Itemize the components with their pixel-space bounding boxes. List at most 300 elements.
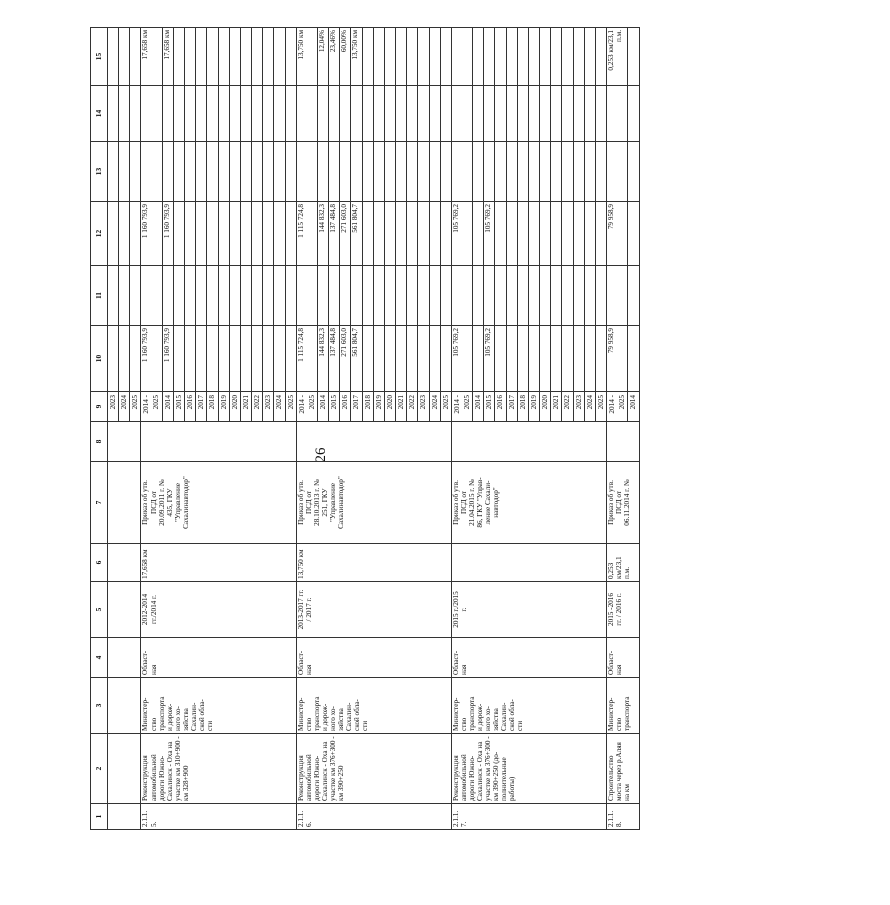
value-cell: [252, 266, 263, 326]
value-cell: [473, 202, 484, 266]
value-cell: [595, 28, 606, 86]
value-cell: [584, 28, 595, 86]
value-cell: [429, 202, 440, 266]
value-cell: [240, 266, 251, 326]
year-cell: 2023: [108, 392, 119, 422]
record-number: 2.1.1. 8.: [607, 804, 640, 830]
year-cell: 2017: [351, 392, 362, 422]
year-cell: 2023: [263, 392, 274, 422]
record-psd: Приказ об утв. ПСД от 28.10.2013 г. № 251, ГКУ "Управление Сахалинавтодор": [296, 462, 451, 544]
record-executor: Министер- ство транспорта и дорож- ного хо- зяйства Сахалин- ской обла- сти: [296, 678, 451, 734]
value-cell: [373, 326, 384, 392]
rotated-table-stage: [90, 30, 890, 827]
year-cell: 2022: [252, 392, 263, 422]
value-cell: [418, 142, 429, 202]
value-cell: [607, 86, 628, 142]
value-cell: [407, 142, 418, 202]
header-cell: 6: [91, 544, 108, 582]
value-cell: [396, 142, 407, 202]
value-cell: [495, 28, 506, 86]
value-cell: [528, 28, 539, 86]
value-cell: [517, 326, 528, 392]
value-cell: [407, 326, 418, 392]
value-cell: 1 160 793,9: [141, 202, 162, 266]
value-cell: [207, 28, 218, 86]
record-period: 2015 -2016 гг. / 2016 г.: [607, 582, 640, 638]
value-cell: [340, 266, 351, 326]
value-cell: [506, 266, 517, 326]
value-cell: [130, 86, 141, 142]
value-cell: [584, 202, 595, 266]
carry-cell: [108, 678, 141, 734]
value-cell: [196, 266, 207, 326]
year-cell: 2016: [340, 392, 351, 422]
value-cell: [162, 266, 173, 326]
value-cell: [240, 28, 251, 86]
value-cell: [573, 142, 584, 202]
value-cell: [551, 202, 562, 266]
value-cell: [108, 142, 119, 202]
value-cell: [584, 142, 595, 202]
value-cell: [584, 326, 595, 392]
value-cell: [317, 266, 328, 326]
value-cell: [551, 326, 562, 392]
header-cell: 8: [91, 422, 108, 462]
value-cell: 60,00%: [340, 28, 351, 86]
header-cell: 7: [91, 462, 108, 544]
value-cell: [196, 142, 207, 202]
value-cell: [274, 266, 285, 326]
record-number: 2.1.1. 6.: [296, 804, 451, 830]
value-cell: [495, 142, 506, 202]
value-cell: [484, 28, 495, 86]
year-cell: 2023: [573, 392, 584, 422]
value-cell: [562, 326, 573, 392]
value-cell: [517, 266, 528, 326]
value-cell: [108, 86, 119, 142]
value-cell: [340, 142, 351, 202]
record-executor: Министер- ство транспорта и дорож- ного хо- зяйства Сахалин- ской обла- сти: [141, 678, 296, 734]
year-cell: 2018: [517, 392, 528, 422]
year-cell: 2014 - 2025: [296, 392, 317, 422]
value-cell: [317, 142, 328, 202]
value-cell: 12,04%: [317, 28, 328, 86]
year-cell: 2017: [196, 392, 207, 422]
value-cell: [173, 326, 184, 392]
value-cell: [451, 266, 472, 326]
value-cell: [119, 326, 130, 392]
value-cell: [440, 326, 451, 392]
value-cell: [196, 326, 207, 392]
value-cell: [362, 86, 373, 142]
value-cell: [551, 142, 562, 202]
value-cell: [185, 202, 196, 266]
record-name: Реконструкция автомобильной дороги Южно-Сахалинск - Оха на участке км 310+900 - км 328+900: [141, 734, 296, 804]
value-cell: [595, 202, 606, 266]
year-cell: 2021: [551, 392, 562, 422]
value-cell: [185, 142, 196, 202]
value-cell: [108, 266, 119, 326]
value-cell: [373, 28, 384, 86]
value-cell: [573, 28, 584, 86]
value-cell: [207, 142, 218, 202]
value-cell: [595, 266, 606, 326]
value-cell: 144 832,3: [317, 202, 328, 266]
value-cell: [418, 202, 429, 266]
year-cell: 2020: [384, 392, 395, 422]
value-cell: [240, 326, 251, 392]
value-cell: [495, 266, 506, 326]
year-cell: 2014: [162, 392, 173, 422]
value-cell: [252, 142, 263, 202]
value-cell: [407, 86, 418, 142]
value-cell: 105 769,2: [451, 326, 472, 392]
year-cell: 2015: [173, 392, 184, 422]
year-cell: 2020: [540, 392, 551, 422]
year-cell: 2024: [119, 392, 130, 422]
value-cell: [362, 326, 373, 392]
table-body: [108, 28, 640, 830]
value-cell: [207, 266, 218, 326]
value-cell: [440, 202, 451, 266]
value-cell: [229, 326, 240, 392]
year-cell: 2021: [396, 392, 407, 422]
value-cell: [218, 86, 229, 142]
value-cell: [229, 266, 240, 326]
value-cell: [562, 28, 573, 86]
value-cell: [162, 142, 173, 202]
header-row: [91, 28, 108, 830]
value-cell: [185, 86, 196, 142]
value-cell: [407, 266, 418, 326]
value-cell: [362, 266, 373, 326]
value-cell: [407, 28, 418, 86]
header-cell: 14: [91, 86, 108, 142]
year-cell: 2022: [562, 392, 573, 422]
value-cell: [384, 266, 395, 326]
value-cell: [285, 86, 296, 142]
header-cell: 4: [91, 638, 108, 678]
record-capacity: 0,253 км/23,1 п.м.: [607, 544, 640, 582]
value-cell: 271 603,0: [340, 202, 351, 266]
value-cell: [296, 142, 317, 202]
year-cell: 2022: [407, 392, 418, 422]
value-cell: [252, 326, 263, 392]
value-cell: [263, 326, 274, 392]
year-cell: 2016: [185, 392, 196, 422]
record-col8: [607, 422, 640, 462]
value-cell: [506, 142, 517, 202]
value-cell: [473, 142, 484, 202]
header-cell: 1: [91, 804, 108, 830]
value-cell: [130, 28, 141, 86]
rotated-table-wrapper: [90, 30, 640, 830]
value-cell: [573, 86, 584, 142]
year-cell: 2014: [473, 392, 484, 422]
record-psd: Приказ об утв. ПСД от 06.11.2014 г. №: [607, 462, 640, 544]
value-cell: [173, 28, 184, 86]
value-cell: [263, 142, 274, 202]
value-cell: [429, 266, 440, 326]
header-cell: 12: [91, 202, 108, 266]
year-cell: 2019: [218, 392, 229, 422]
value-cell: [473, 266, 484, 326]
value-cell: [473, 326, 484, 392]
value-cell: [240, 86, 251, 142]
header-cell: 13: [91, 142, 108, 202]
value-cell: [628, 326, 640, 392]
value-cell: [108, 28, 119, 86]
value-cell: [418, 326, 429, 392]
year-cell: 2014: [317, 392, 328, 422]
record-col8: [141, 422, 296, 462]
value-cell: [484, 86, 495, 142]
value-cell: [351, 86, 362, 142]
year-cell: 2018: [362, 392, 373, 422]
header-cell: 11: [91, 266, 108, 326]
value-cell: 137 484,8: [329, 202, 340, 266]
value-cell: [451, 86, 472, 142]
value-cell: [196, 28, 207, 86]
value-cell: [562, 202, 573, 266]
value-cell: [362, 202, 373, 266]
value-cell: [373, 86, 384, 142]
value-cell: 1 115 724,8: [296, 326, 317, 392]
value-cell: [540, 28, 551, 86]
header-cell: 5: [91, 582, 108, 638]
record-period: 2015 г./2015 г.: [451, 582, 606, 638]
value-cell: [384, 142, 395, 202]
value-cell: [440, 266, 451, 326]
value-cell: [218, 266, 229, 326]
value-cell: [540, 326, 551, 392]
record-name: Строительство моста через р.Аляя на км: [607, 734, 640, 804]
record-capacity: 17,658 км: [141, 544, 296, 582]
value-cell: [218, 326, 229, 392]
header-cell: 10: [91, 326, 108, 392]
value-cell: [329, 86, 340, 142]
year-cell: 2015: [484, 392, 495, 422]
value-cell: [263, 202, 274, 266]
value-cell: [285, 142, 296, 202]
record-col8: [451, 422, 606, 462]
value-cell: 17,658 км: [141, 28, 162, 86]
value-cell: 79 958,9: [607, 202, 628, 266]
value-cell: [418, 86, 429, 142]
value-cell: 561 804,7: [351, 202, 362, 266]
value-cell: [141, 266, 162, 326]
year-cell: 2019: [373, 392, 384, 422]
value-cell: [506, 202, 517, 266]
value-cell: [185, 28, 196, 86]
value-cell: 1 115 724,8: [296, 202, 317, 266]
value-cell: [119, 86, 130, 142]
value-cell: 105 769,2: [484, 202, 495, 266]
year-cell: 2014 - 2025: [451, 392, 472, 422]
value-cell: [528, 202, 539, 266]
value-cell: [440, 142, 451, 202]
value-cell: [119, 266, 130, 326]
value-cell: [384, 28, 395, 86]
value-cell: [252, 86, 263, 142]
table-row: [108, 28, 119, 830]
value-cell: 144 832,3: [317, 326, 328, 392]
value-cell: [218, 142, 229, 202]
year-cell: 2025: [595, 392, 606, 422]
value-cell: [396, 28, 407, 86]
value-cell: [274, 142, 285, 202]
value-cell: [141, 86, 162, 142]
value-cell: [451, 142, 472, 202]
value-cell: [396, 266, 407, 326]
year-cell: 2014 - 2025: [141, 392, 162, 422]
value-cell: [340, 86, 351, 142]
year-cell: 2025: [440, 392, 451, 422]
value-cell: [119, 28, 130, 86]
value-cell: [296, 86, 317, 142]
value-cell: [207, 86, 218, 142]
value-cell: 105 769,2: [451, 202, 472, 266]
value-cell: [396, 326, 407, 392]
value-cell: 1 160 793,9: [162, 326, 173, 392]
value-cell: [528, 266, 539, 326]
value-cell: [573, 326, 584, 392]
value-cell: [173, 202, 184, 266]
record-capacity: [451, 544, 606, 582]
value-cell: [495, 326, 506, 392]
record-executor: Министер- ство транспорта и дорож- ного хо- зяйства Сахалин- ской обла- сти: [451, 678, 606, 734]
value-cell: [506, 326, 517, 392]
value-cell: [628, 28, 640, 86]
value-cell: [396, 202, 407, 266]
value-cell: 23,46%: [329, 28, 340, 86]
record-budget: Област- ная: [607, 638, 640, 678]
value-cell: [384, 202, 395, 266]
record-psd: Приказ об утв. ПСД от 20.09.2011 г. № 435, ГКУ "Управление Сахалинавтодор": [141, 462, 296, 544]
value-cell: [173, 266, 184, 326]
value-cell: [429, 142, 440, 202]
value-cell: [528, 86, 539, 142]
value-cell: [329, 266, 340, 326]
value-cell: [495, 86, 506, 142]
program-table: [90, 27, 640, 830]
table-row: [607, 28, 628, 830]
value-cell: [628, 142, 640, 202]
year-cell: 2018: [207, 392, 218, 422]
value-cell: [351, 266, 362, 326]
value-cell: [528, 142, 539, 202]
value-cell: [628, 202, 640, 266]
value-cell: [540, 266, 551, 326]
value-cell: 17,658 км: [162, 28, 173, 86]
value-cell: [229, 202, 240, 266]
year-cell: 2024: [584, 392, 595, 422]
value-cell: 13,750 км: [296, 28, 317, 86]
year-cell: 2014: [628, 392, 640, 422]
value-cell: [506, 28, 517, 86]
value-cell: [229, 28, 240, 86]
value-cell: [207, 202, 218, 266]
value-cell: [407, 202, 418, 266]
carry-cell: [108, 734, 141, 804]
year-cell: 2016: [495, 392, 506, 422]
value-cell: [274, 28, 285, 86]
carry-cell: [108, 638, 141, 678]
value-cell: [108, 326, 119, 392]
value-cell: [540, 202, 551, 266]
record-budget: Област- ная: [451, 638, 606, 678]
value-cell: [196, 86, 207, 142]
value-cell: [440, 86, 451, 142]
value-cell: [240, 202, 251, 266]
value-cell: [540, 142, 551, 202]
record-name: Реконструкция автомобильной дороги Южно-Сахалинск - Оха на участке км 376+300 - км 390+250: [296, 734, 451, 804]
value-cell: [285, 28, 296, 86]
carry-cell: [108, 582, 141, 638]
value-cell: [429, 326, 440, 392]
value-cell: [495, 202, 506, 266]
record-budget: Област- ная: [296, 638, 451, 678]
value-cell: [185, 266, 196, 326]
year-cell: 2015: [329, 392, 340, 422]
value-cell: [373, 142, 384, 202]
value-cell: [362, 142, 373, 202]
value-cell: [240, 142, 251, 202]
carry-cell: [108, 804, 141, 830]
value-cell: [373, 202, 384, 266]
year-cell: 2017: [506, 392, 517, 422]
value-cell: [551, 28, 562, 86]
value-cell: [229, 142, 240, 202]
record-executor: Министер- ство транспорта: [607, 678, 640, 734]
value-cell: [517, 202, 528, 266]
value-cell: 1 160 793,9: [162, 202, 173, 266]
value-cell: [263, 86, 274, 142]
value-cell: [119, 142, 130, 202]
value-cell: [551, 266, 562, 326]
record-budget: Област- ная: [141, 638, 296, 678]
year-cell: 2024: [274, 392, 285, 422]
value-cell: [317, 86, 328, 142]
year-cell: 2023: [418, 392, 429, 422]
page-number: 26: [313, 447, 329, 463]
value-cell: [296, 266, 317, 326]
value-cell: [130, 266, 141, 326]
value-cell: [440, 28, 451, 86]
value-cell: 137 484,8: [329, 326, 340, 392]
value-cell: [285, 202, 296, 266]
value-cell: [562, 142, 573, 202]
value-cell: [517, 28, 528, 86]
value-cell: [218, 28, 229, 86]
value-cell: [229, 86, 240, 142]
record-number: 2.1.1. 5.: [141, 804, 296, 830]
year-cell: 2025: [285, 392, 296, 422]
value-cell: [285, 266, 296, 326]
value-cell: [584, 266, 595, 326]
value-cell: [484, 142, 495, 202]
value-cell: [595, 326, 606, 392]
value-cell: 105 769,2: [484, 326, 495, 392]
value-cell: [252, 202, 263, 266]
value-cell: [263, 266, 274, 326]
record-period: 2013-2017 гг. / 2017 г.: [296, 582, 451, 638]
value-cell: [418, 266, 429, 326]
value-cell: [218, 202, 229, 266]
header-cell: 2: [91, 734, 108, 804]
value-cell: [517, 142, 528, 202]
table-row: [141, 28, 162, 830]
